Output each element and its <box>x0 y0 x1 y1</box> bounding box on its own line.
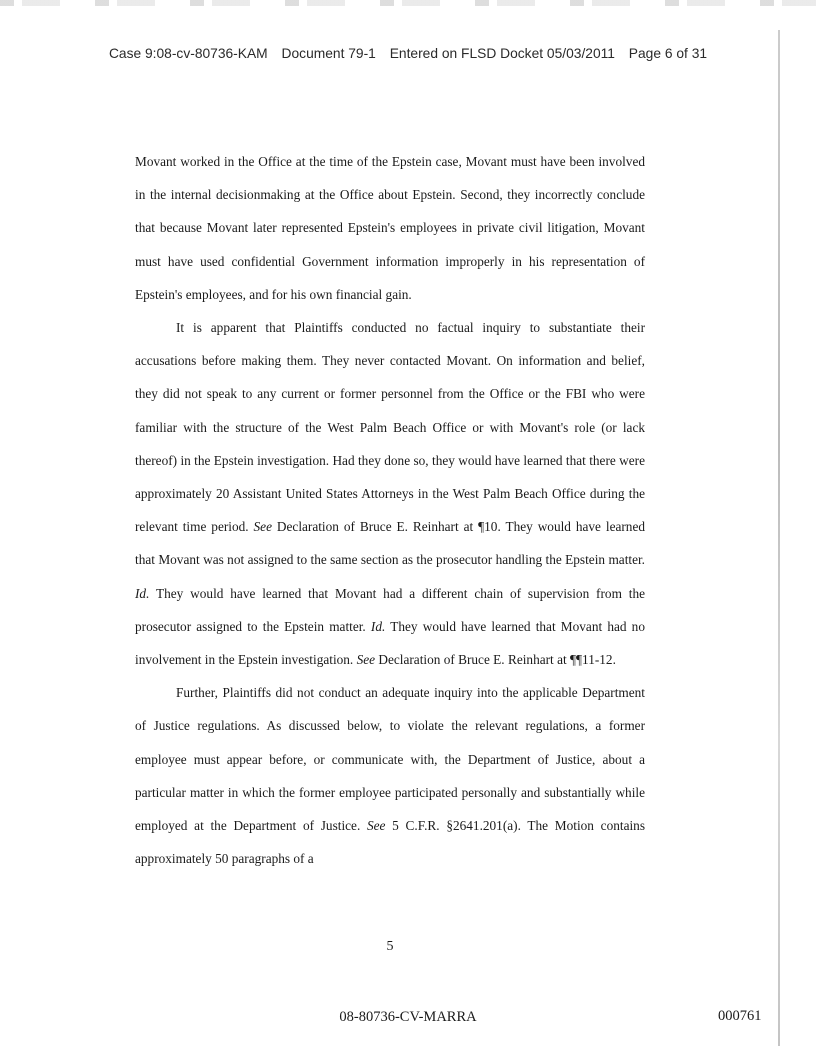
paragraph-3: Further, Plaintiffs did not conduct an adequate inquiry into the applicable Department of Justice regulations. As discussed below, to violate the relevant regulations, a former employee must appear before, or communicate with, the Department of Justice, about a particular matter in which the former employee participated personally and substantially while employed at the Department of Justice. See 5 C.F.R. §2641.201(a). The Motion contains approximately 50 paragraphs of a <box>135 685 645 867</box>
header-page: Page 6 of 31 <box>628 46 708 61</box>
page-number: 5 <box>386 939 394 954</box>
scan-artifact-top <box>0 0 816 6</box>
scan-margin-line <box>778 30 780 1046</box>
paragraph-1: Movant worked in the Office at the time of the Epstein case, Movant must have been involved in the internal decisionmaking at the Office about Epstein. Second, they incorrectly conclude that because Movant later represented Epstein's employees in private civil litigation, Movant must have used confidential Government information improperly in his representation of Epstein's employees, and for his own financial gain. <box>135 154 645 302</box>
footer-bates-number: 000761 <box>718 1008 762 1024</box>
docket-header <box>0 46 816 61</box>
paragraph-2: It is apparent that Plaintiffs conducted no factual inquiry to substantiate their accusations before making them. They never contacted Movant. On information and belief, they did not speak to any current or former personnel from the Office or the FBI who were familiar with the structure of the West Palm Beach Office or with Movant's role (or lack thereof) in the Epstein investigation. Had they done so, they would have learned that there were approximately 20 Assistant United States Attorneys in the West Palm Beach Office during the relevant time period. See Declaration of Bruce E. Reinhart at ¶10. They would have learned that Movant was not assigned to the same section as the prosecutor handling the Epstein matter. Id. They would have learned that Movant had a different chain of supervision from the prosecutor assigned to the Epstein matter. Id. They would have learned that Movant had no involvement in the Epstein investigation. See Declaration of Bruce E. Reinhart at ¶¶11-12. <box>135 320 646 668</box>
document-body <box>135 145 645 875</box>
footer-case-number: 08-80736-CV-MARRA <box>339 1009 477 1025</box>
header-entered: Entered on FLSD Docket 05/03/2011 <box>389 46 615 61</box>
header-document: Document 79-1 <box>281 46 376 61</box>
header-case: Case 9:08-cv-80736-KAM <box>108 46 268 61</box>
